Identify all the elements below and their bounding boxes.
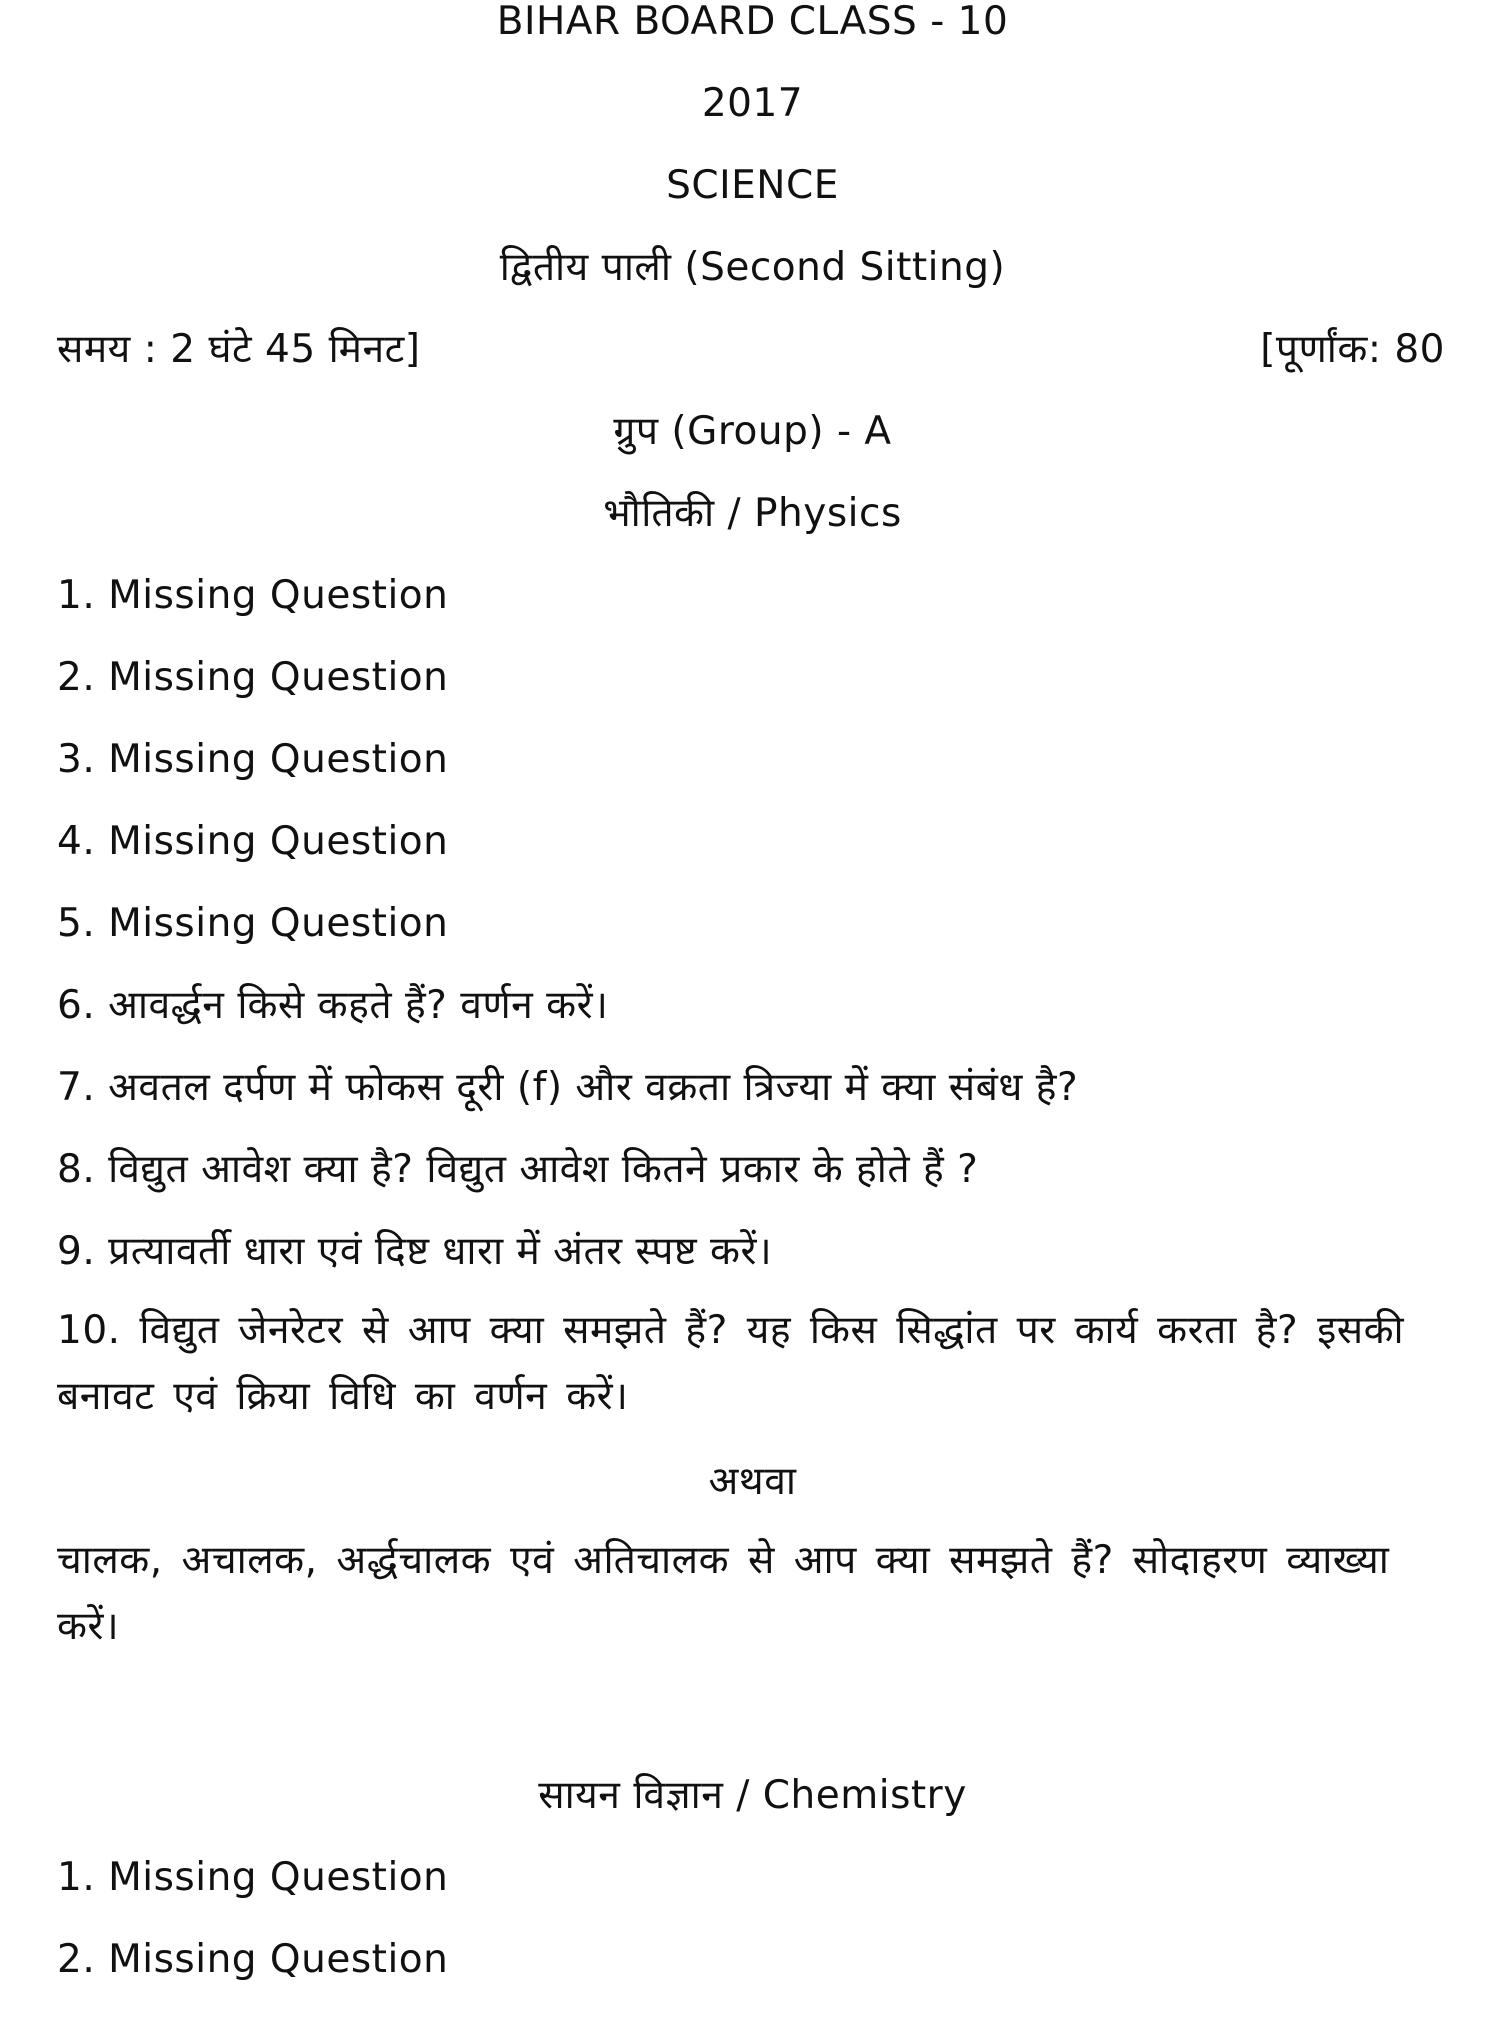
section-title-chemistry: सायन विज्ञान / Chemistry xyxy=(538,1773,967,1818)
subject-title: SCIENCE xyxy=(666,163,839,208)
question-item: 2. Missing Question xyxy=(57,655,449,700)
question-item: 10. विद्युत जेनरेटर से आप क्या समझते हैं? यह किस सिद्धांत पर कार्य करता है? इसकी बनावट एवं क्रिया विधि का वर्णन करें। xyxy=(57,1308,1405,1419)
or-label: अथवा xyxy=(708,1459,797,1504)
question-item: 1. Missing Question xyxy=(57,1855,449,1900)
section-title-physics: भौतिकी / Physics xyxy=(603,491,902,536)
question-item: 4. Missing Question xyxy=(57,819,449,864)
question-item: 6. आवर्द्धन किसे कहते हैं? वर्णन करें। xyxy=(57,983,609,1028)
question-item: 1. Missing Question xyxy=(57,573,449,618)
question-item: 5. Missing Question xyxy=(57,901,449,946)
exam-year: 2017 xyxy=(701,81,804,126)
full-marks-label: [पूर्णांक: 80 xyxy=(1260,327,1445,372)
sitting-label: द्वितीय पाली (Second Sitting) xyxy=(499,245,1006,290)
question-item: 7. अवतल दर्पण में फोकस दूरी (f) और वक्रता त्रिज्या में क्या संबंध है? xyxy=(57,1065,1079,1110)
question-item: 8. विद्युत आवेश क्या है? विद्युत आवेश कितने प्रकार के होते हैं ? xyxy=(57,1147,979,1192)
question-item: 9. प्रत्यावर्ती धारा एवं दिष्ट धारा में अंतर स्पष्ट करें। xyxy=(57,1229,773,1274)
board-title: BIHAR BOARD CLASS - 10 xyxy=(496,0,1009,44)
group-title: ग्रुप (Group) - A xyxy=(613,409,892,454)
question-item: 2. Missing Question xyxy=(57,1937,449,1982)
or-question: चालक, अचालक, अर्द्धचालक एवं अतिचालक से आप क्या समझते हैं? सोदाहरण व्याख्या करें। xyxy=(57,1538,1390,1649)
time-label: समय : 2 घंटे 45 मिनट] xyxy=(57,327,421,372)
question-item: 3. Missing Question xyxy=(57,737,449,782)
